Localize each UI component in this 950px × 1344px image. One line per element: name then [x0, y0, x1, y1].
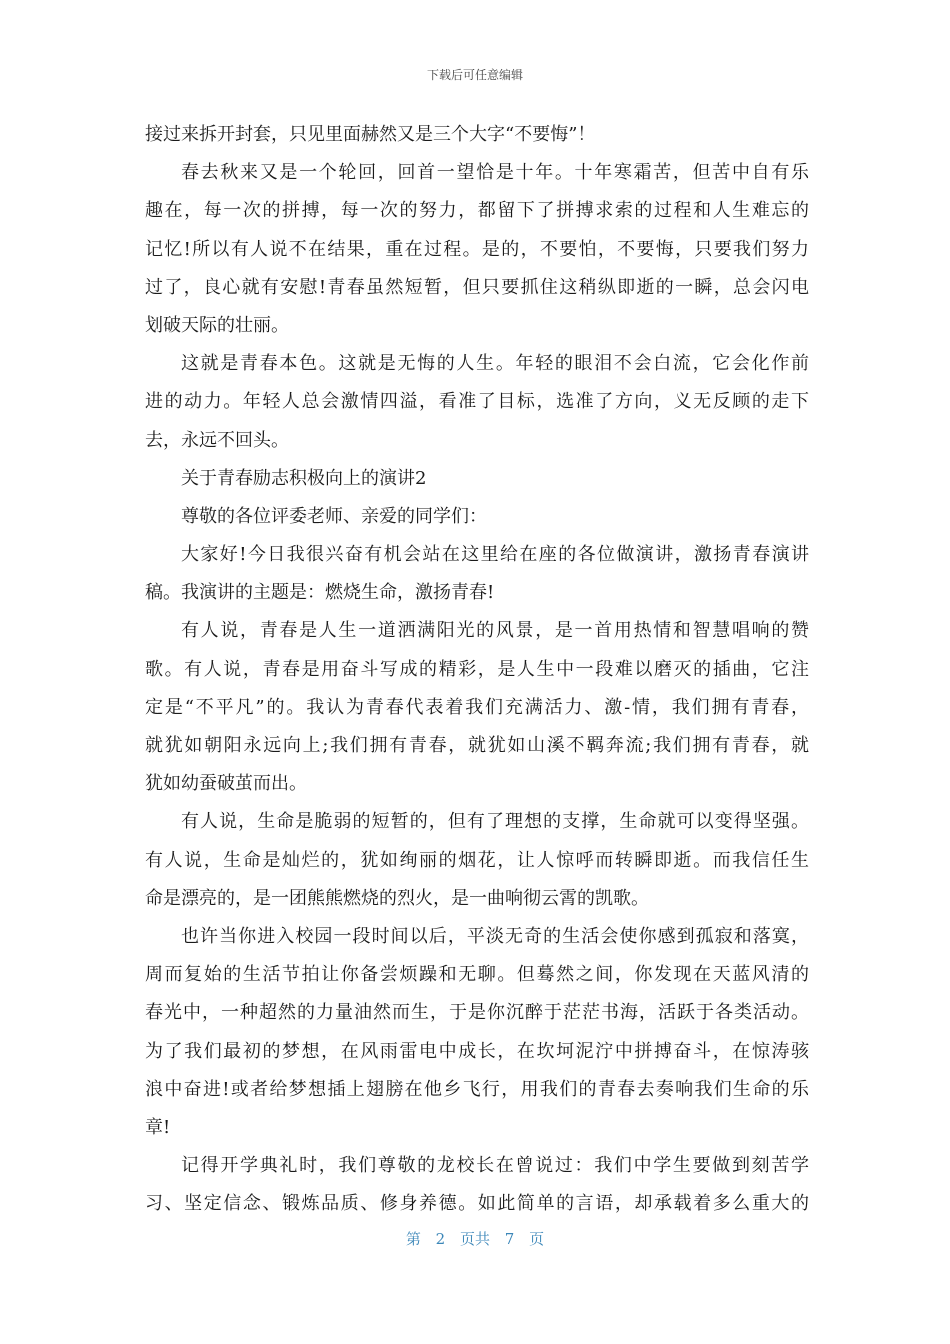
text-line: 进的动力。年轻人总会激情四溢，看准了目标，选准了方向，义无反顾的走下 — [145, 391, 809, 413]
text-line: 章! — [145, 1116, 171, 1138]
footer-total-pages: 7 — [504, 1230, 515, 1248]
footer-suffix: 页 — [529, 1230, 545, 1248]
text-line: 记忆!所以有人说不在结果，重在过程。是的，不要怕，不要悔，只要我们努力 — [145, 238, 809, 260]
text-line: 犹如幼蚕破茧而出。 — [145, 773, 307, 795]
text-line: 关于青春励志积极向上的演讲2 — [181, 467, 427, 489]
text-line: 就犹如朝阳永远向上;我们拥有青春，就犹如山溪不羁奔流;我们拥有青春，就 — [145, 735, 809, 756]
page-header — [0, 67, 950, 83]
text-line: 有人说，生命是脆弱的短暂的，但有了理想的支撑，生命就可以变得坚强。 — [181, 811, 809, 833]
text-line: 为了我们最初的梦想，在风雨雷电中成长，在坎坷泥泞中拼搏奋斗，在惊涛骇 — [145, 1040, 809, 1062]
footer-page-number: 2 — [435, 1230, 446, 1248]
text-line: 趣在，每一次的拼搏，每一次的努力，都留下了拼搏求索的过程和人生难忘的 — [145, 200, 809, 222]
text-line: 接过来拆开封套，只见里面赫然又是三个大字“不要悔”！ — [145, 124, 596, 145]
footer-prefix: 第 — [405, 1230, 421, 1248]
text-line: 命是漂亮的，是一团熊熊燃烧的烈火，是一曲响彻云霄的凯歌。 — [145, 887, 649, 909]
text-line: 也许当你进入校园一段时间以后，平淡无奇的生活会使你感到孤寂和落寞， — [181, 925, 809, 947]
text-line: 尊敬的各位评委老师、亲爱的同学们： — [181, 505, 487, 527]
text-line: 有人说，青春是人生一道洒满阳光的风景，是一首用热情和智慧唱响的赞 — [181, 620, 809, 642]
text-line: 春光中，一种超然的力量油然而生，于是你沉醉于茫茫书海，活跃于各类活动。 — [145, 1002, 809, 1024]
text-line: 周而复始的生活节拍让你备尝烦躁和无聊。但蓦然之间，你发现在天蓝风清的 — [145, 964, 809, 986]
text-line: 有人说，生命是灿烂的，犹如绚丽的烟花，让人惊呼而转瞬即逝。而我信任生 — [145, 849, 809, 871]
document-body — [145, 116, 809, 1223]
text-line: 这就是青春本色。这就是无悔的人生。年轻的眼泪不会白流，它会化作前 — [181, 353, 809, 375]
text-line: 划破天际的壮丽。 — [145, 314, 289, 336]
text-line: 春去秋来又是一个轮回，回首一望恰是十年。十年寒霜苦，但苦中自有乐 — [181, 162, 809, 184]
text-line: 定是“不平凡”的。我认为青春代表着我们充满活力、激-情，我们拥有青春， — [145, 696, 809, 718]
text-line: 浪中奋进!或者给梦想插上翅膀在他乡飞行，用我们的青春去奏响我们生命的乐 — [145, 1078, 809, 1100]
text-line: 过了，良心就有安慰!青春虽然短暂，但只要抓住这稍纵即逝的一瞬，总会闪电 — [145, 276, 809, 298]
text-line: 歌。有人说，青春是用奋斗写成的精彩，是人生中一段难以磨灭的插曲，它注 — [145, 658, 809, 680]
page-footer — [0, 1229, 950, 1249]
text-line: 习、坚定信念、锻炼品质、修身养德。如此简单的言语，却承载着多么重大的 — [145, 1193, 809, 1215]
text-line: 稿。我演讲的主题是：燃烧生命，激扬青春! — [145, 582, 495, 604]
header-text: 下载后可任意编辑 — [426, 68, 523, 82]
footer-middle: 页共 — [459, 1230, 490, 1248]
text-line: 大家好!今日我很兴奋有机会站在这里给在座的各位做演讲，激扬青春演讲 — [181, 544, 809, 566]
text-line: 记得开学典礼时，我们尊敬的龙校长在曾说过：我们中学生要做到刻苦学 — [181, 1155, 809, 1177]
text-line: 去，永远不回头。 — [145, 429, 289, 451]
